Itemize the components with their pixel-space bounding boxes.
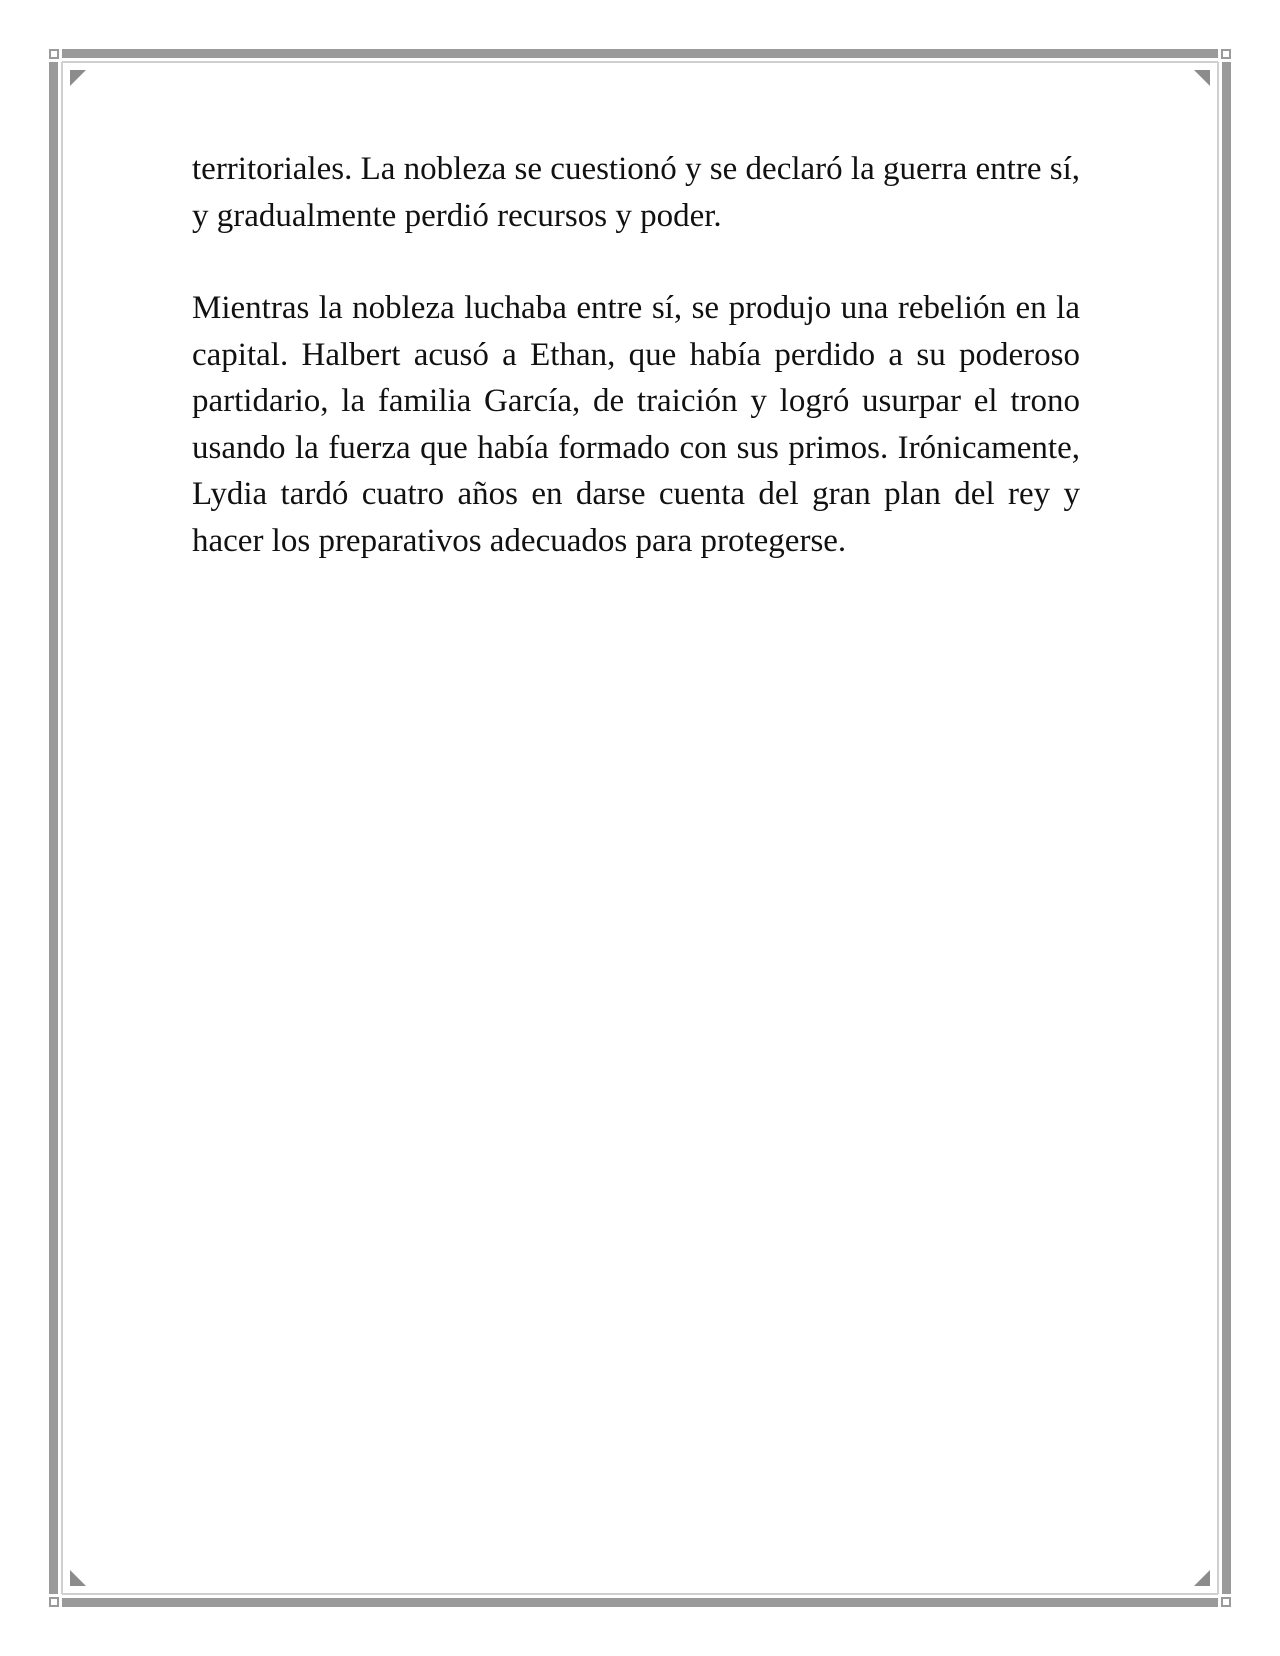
corner-ornament-top-left [49, 49, 59, 59]
frame-inner-line-top [62, 61, 1218, 63]
frame-border-left [49, 62, 58, 1594]
frame-border-right [1222, 62, 1231, 1594]
frame-border-bottom [62, 1598, 1218, 1607]
corner-triangle-bottom-left [70, 1570, 86, 1586]
paragraph: territoriales. La nobleza se cuestionó y se declaró la guerra entre sí, y gradualmente perdió recursos y poder. [192, 151, 1080, 234]
frame-inner-line-left [61, 62, 63, 1594]
corner-ornament-top-right [1221, 49, 1231, 59]
corner-ornament-bottom-right [1221, 1597, 1231, 1607]
corner-triangle-top-right [1194, 70, 1210, 86]
frame-inner-line-bottom [62, 1593, 1218, 1595]
page-body-text [192, 146, 1080, 610]
corner-ornament-bottom-left [49, 1597, 59, 1607]
frame-inner-line-right [1217, 62, 1219, 1594]
corner-triangle-bottom-right [1194, 1570, 1210, 1586]
paragraph: Mientras la nobleza luchaba entre sí, se produjo una rebelión en la capital. Halbert acusó a Ethan, que había perdido a su poderoso partidario, la familia García, de traición y logró usurpar el trono usando la fuerza que había formado con sus primos. Irónicamente, Lydia tardó cuatro años en darse cuenta del gran plan del rey y hacer los preparativos adecuados para protegerse. [192, 290, 1080, 559]
frame-border-top [62, 49, 1218, 58]
corner-triangle-top-left [70, 70, 86, 86]
